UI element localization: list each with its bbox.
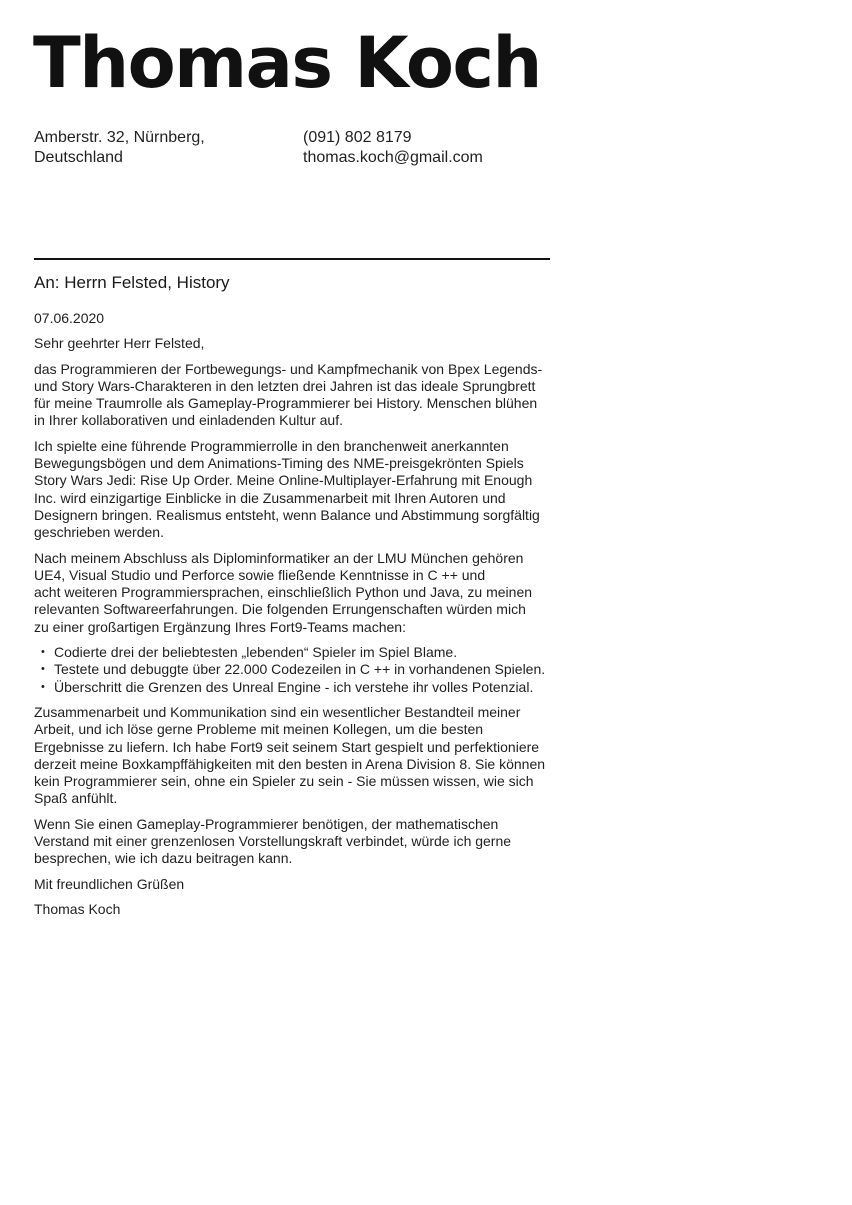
body-paragraph bbox=[34, 361, 556, 430]
recipient-line: An: Herrn Felsted, History bbox=[34, 273, 230, 292]
letter-date: 07.06.2020 bbox=[34, 310, 105, 326]
address-line: Amberstr. 32, Nürnberg, bbox=[34, 129, 205, 146]
body-paragraph bbox=[34, 550, 556, 636]
paragraph-line: Spaß anfühlt. bbox=[34, 790, 118, 807]
phone-number: (091) 802 8179 bbox=[303, 129, 412, 146]
body-paragraph bbox=[34, 704, 556, 808]
paragraph-line: Story Wars Jedi: Rise Up Order. Meine Online-Multiplayer-Erfahrung mit Enough bbox=[34, 472, 533, 489]
contact-details bbox=[303, 128, 563, 168]
address-block bbox=[34, 128, 284, 168]
paragraph-line: Zusammenarbeit und Kommunikation sind ein wesentlicher Bestandteil meiner bbox=[34, 703, 521, 720]
paragraph-line: für meine Traumrolle als Gameplay-Programmierer bei History. Menschen blühen bbox=[34, 395, 538, 412]
letter-body bbox=[34, 310, 556, 926]
paragraph-line: derzeit meine Boxkampffähigkeiten mit den besten in Arena Division 8. Sie können bbox=[34, 755, 546, 772]
body-paragraph bbox=[34, 816, 556, 868]
salutation: Sehr geehrter Herr Felsted, bbox=[34, 335, 205, 352]
paragraph-line: besprechen, wie ich dazu beitragen kann. bbox=[34, 850, 293, 867]
paragraph-line: Wenn Sie einen Gameplay-Programmierer benötigen, der mathematischen bbox=[34, 815, 499, 832]
address-line: Deutschland bbox=[34, 149, 123, 166]
email-address: thomas.koch@gmail.com bbox=[303, 149, 483, 166]
paragraph-line: in Ihrer kollaborativen und einladenden Kultur auf. bbox=[34, 412, 343, 429]
paragraph-line: Verstand mit einer grenzenlosen Vorstellungskraft verbindet, würde ich gerne bbox=[34, 833, 512, 850]
paragraph-line: Ich spielte eine führende Programmierrolle in den branchenweit anerkannten bbox=[34, 437, 509, 454]
divider-line bbox=[34, 258, 550, 260]
paragraph-line: acht weiteren Programmiersprachen, einschließlich Python und Java, zu meinen bbox=[34, 584, 533, 601]
paragraph-line: geschrieben werden. bbox=[34, 524, 164, 541]
paragraph-line: Inc. wird einzigartige Einblicke in die Zusammenarbeit mit Ihren Autoren und bbox=[34, 489, 506, 506]
closing: Mit freundlichen Grüßen bbox=[34, 875, 185, 892]
paragraph-line: und Story Wars-Charakteren in den letzten drei Jahren ist das ideale Sprungbrett bbox=[34, 377, 536, 394]
body-paragraph bbox=[34, 438, 556, 542]
paragraph-line: kein Programmierer sein, ohne ein Spieler zu sein - Sie müssen wissen, wie sich bbox=[34, 773, 534, 790]
signature: Thomas Koch bbox=[34, 900, 121, 917]
achievement-item: • Testete und debuggte über 22.000 Codezeilen in C ++ in vorhandenen Spielen. bbox=[34, 661, 556, 678]
achievement-list bbox=[34, 644, 556, 696]
paragraph-line: Ergebnisse zu liefern. Ich habe Fort9 seit seinem Start gespielt und perfektioniere bbox=[34, 738, 540, 755]
paragraph-line: Nach meinem Abschluss als Diplominformatiker an der LMU München gehören bbox=[34, 549, 524, 566]
paragraph-line: zu einer großartigen Ergänzung Ihres Fort9-Teams machen: bbox=[34, 618, 406, 635]
paragraph-line: das Programmieren der Fortbewegungs- und Kampfmechanik von Bpex Legends- bbox=[34, 360, 543, 377]
paragraph-line: Arbeit, und ich löse gerne Probleme mit meinen Kollegen, um die besten bbox=[34, 721, 484, 738]
achievement-item: • Codierte drei der beliebtesten „lebenden“ Spieler im Spiel Blame. bbox=[34, 644, 556, 661]
paragraph-line: Bewegungsbögen und dem Animations-Timing des NME-preisgekrönten Spiels bbox=[34, 455, 524, 472]
achievement-item: • Überschritt die Grenzen des Unreal Engine - ich verstehe ihr volles Potenzial. bbox=[34, 679, 556, 696]
paragraph-line: relevanten Softwareerfahrungen. Die folgenden Errungenschaften würden mich bbox=[34, 601, 526, 618]
paragraph-line: Designern bringen. Realismus entsteht, wenn Balance und Abstimmung sorgfältig bbox=[34, 506, 540, 523]
paragraph-line: UE4, Visual Studio und Perforce sowie fließende Kenntnisse in C ++ und bbox=[34, 566, 486, 583]
applicant-name: Thomas Koch bbox=[33, 22, 541, 104]
